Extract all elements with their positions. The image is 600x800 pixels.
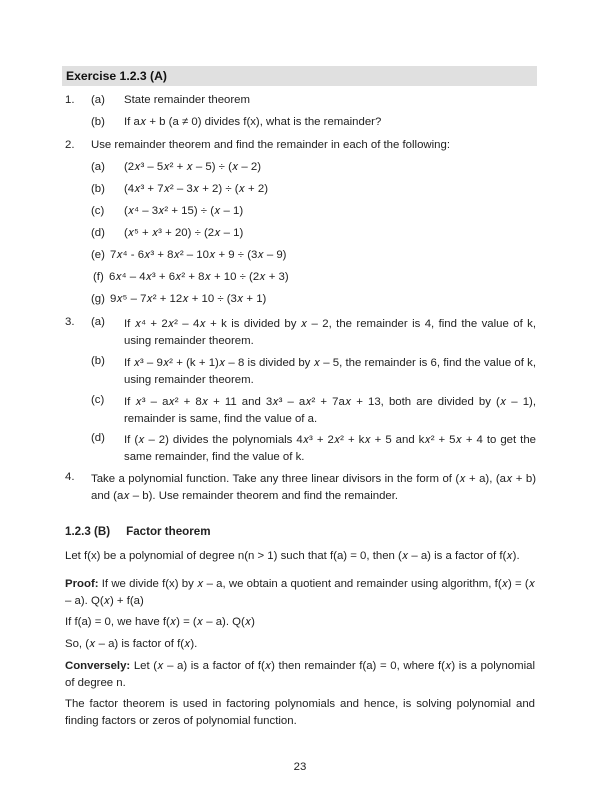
q1-b-label: (b): [91, 116, 105, 128]
proof-paragraph: [65, 576, 535, 610]
section-title: Factor theorem: [126, 525, 211, 538]
q2-f-text: 6𝑥⁴ – 4𝑥³ + 6𝑥² + 8𝑥 + 10 ÷ (2𝑥 + 3): [109, 271, 289, 283]
q2-g-text: 9𝑥⁵ – 7𝑥² + 12𝑥 + 10 ÷ (3𝑥 + 1): [110, 293, 267, 305]
conversely-paragraph: [65, 658, 535, 692]
q3-a-text: If 𝑥⁴ + 2𝑥² – 4𝑥 + k is divided by 𝑥 – 2, the remainder is 4, find the value of k, using remainder theorem.: [124, 318, 536, 347]
q2-c-text: (𝑥⁴ – 3𝑥² + 15) ÷ (𝑥 – 1): [124, 205, 244, 217]
q2-intro: Use remainder theorem and find the remainder in each of the following:: [91, 139, 451, 151]
q1-a-text: State remainder theorem: [124, 94, 250, 106]
exercise-header: Exercise 1.2.3 (A): [62, 66, 537, 86]
proof-text: If we divide f(x) by 𝑥 – a, we obtain a quotient and remainder using algorithm, f(𝑥) = (𝑥 – a). Q(𝑥) + f(a): [65, 578, 535, 607]
q2-e-label: (e): [91, 249, 105, 261]
q3-d-label: (d): [91, 432, 105, 444]
q3-a-label: (a): [91, 316, 105, 328]
q4-text: Take a polynomial function. Take any three linear divisors in the form of (𝑥 + a), (a𝑥 + b) and (a𝑥 – b). Use remainder theorem and find the remainder.: [91, 473, 536, 502]
q3-b-label: (b): [91, 355, 105, 367]
q4-number: 4.: [65, 471, 75, 483]
q2-number: 2.: [65, 139, 75, 151]
proof-label: Proof:: [65, 578, 99, 590]
q2-g-label: (g): [91, 293, 105, 305]
q3-d-text: If (𝑥 – 2) divides the polynomials 4𝑥³ + 2𝑥² + k𝑥 + 5 and k𝑥² + 5𝑥 + 4 to get the same remainder, find the value of k.: [124, 434, 536, 463]
q2-a-text: (2𝑥³ – 5𝑥² + 𝑥 – 5) ÷ (𝑥 – 2): [124, 161, 262, 173]
q2-d-text: (𝑥⁵ + 𝑥³ + 20) ÷ (2𝑥 – 1): [124, 227, 244, 239]
if-line: If f(a) = 0, we have f(𝑥) = (𝑥 – a). Q(𝑥): [65, 616, 255, 628]
q3-c-text: If 𝑥³ – a𝑥² + 8𝑥 + 11 and 3𝑥³ – a𝑥² + 7a𝑥 + 13, both are divided by (𝑥 – 1), remainder is same, find the value of a.: [124, 396, 536, 425]
q2-e-text: 7𝑥⁴ - 6𝑥³ + 8𝑥² – 10𝑥 + 9 ÷ (3𝑥 – 9): [110, 249, 287, 261]
page-number: 23: [293, 761, 307, 773]
so-line: So, (𝑥 – a) is factor of f(𝑥).: [65, 638, 198, 650]
q1-a-label: (a): [91, 94, 105, 106]
q2-c-label: (c): [91, 205, 105, 217]
q1-number: 1.: [65, 94, 75, 106]
q2-b-label: (b): [91, 183, 105, 195]
conversely-label: Conversely:: [65, 660, 131, 672]
q2-d-label: (d): [91, 227, 105, 239]
closing-paragraph: The factor theorem is used in factoring polynomials and hence, is solving polynomial and finding factors or zeros of polynomial function.: [65, 698, 535, 727]
q3-number: 3.: [65, 316, 75, 328]
q2-b-text: (4𝑥³ + 7𝑥² – 3𝑥 + 2) ÷ (𝑥 + 2): [124, 183, 269, 195]
section-intro: Let f(x) be a polynomial of degree n(n > 1) such that f(a) = 0, then (𝑥 – a) is a factor of f(𝑥).: [65, 550, 520, 562]
q2-f-label: (f): [93, 271, 104, 283]
conversely-text: Let (𝑥 – a) is a factor of f(𝑥) then remainder f(a) = 0, where f(𝑥) is a polynomial of degree n.: [65, 660, 535, 689]
q2-a-label: (a): [91, 161, 105, 173]
q3-b-text: If 𝑥³ – 9𝑥² + (k + 1)𝑥 – 8 is divided by 𝑥 – 5, the remainder is 6, find the value of k, using remainder theorem.: [124, 357, 536, 386]
q3-c-label: (c): [91, 394, 105, 406]
section-heading: [65, 525, 211, 538]
q1-b-text: If a𝑥 + b (a ≠ 0) divides f(x), what is the remainder?: [124, 116, 382, 128]
section-number: 1.2.3 (B): [65, 525, 111, 538]
